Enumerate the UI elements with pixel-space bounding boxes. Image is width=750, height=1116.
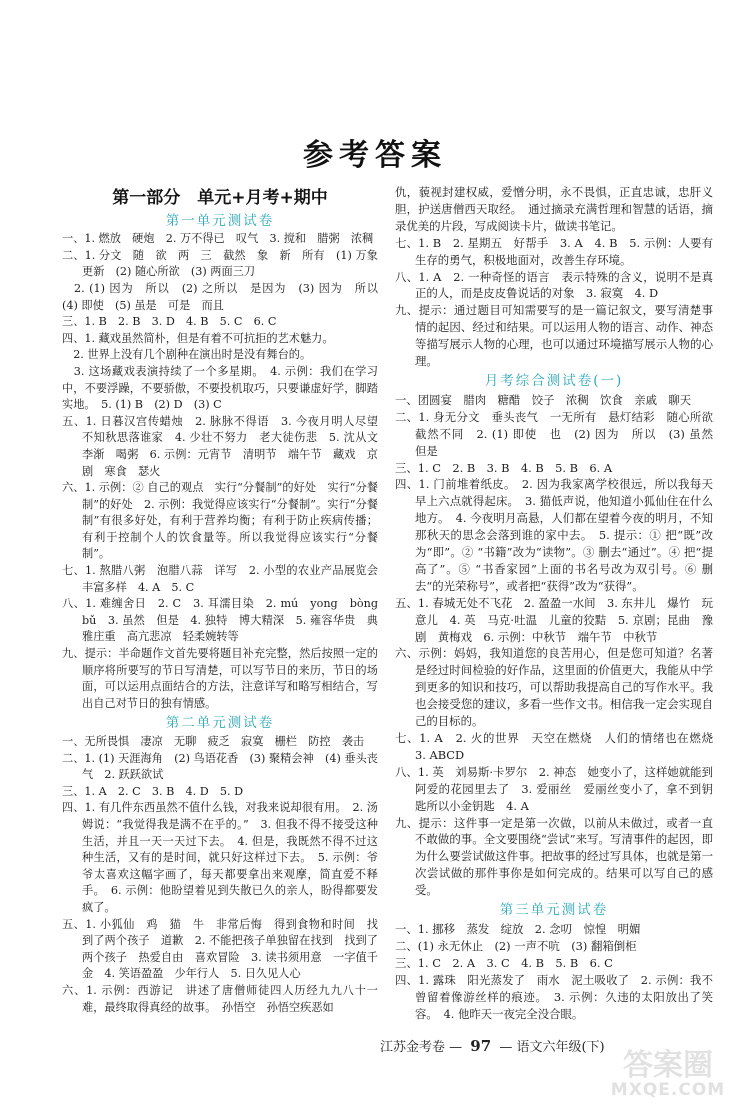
answer-item: 二、1. 身无分文 垂头丧气 一无所有 悬灯结彩 随心所欲 截然不同 2. (1) 即使 也 (2) 因为 所以 (3) 虽然 但是: [395, 409, 725, 458]
answer-item: 仇，藐视封建权威，爱憎分明，永不畏惧，正直忠诚，忠肝义胆，护送唐僧西天取经。 通过摘录充满哲理和智慧的话语，摘录优美的片段，写成阅读卡片，做读书笔记。: [395, 185, 713, 233]
answer-item: 2. 世界上没有几个剧种在演出时是没有舞台的。: [62, 348, 312, 362]
page-title: 参考答案: [303, 138, 447, 173]
answer-item: 五、1. 日暮汉宫传蜡烛 2. 脉脉不得语 3. 今夜月明人尽望 不知秋思落谁家 4. 少壮不努力 老大徒伤悲 5. 沈从文 李渐 喝粥 6. 示例：元宵节 清明节 端午节 藏戏 京剧 寒食 瑟火: [62, 414, 390, 478]
answer-item: 2. (1) 因为 所以 (2) 之所以 是因为 (3) 因为 所以 (4) 即使 (5) 虽是 可是 而且: [62, 281, 390, 312]
answer-item: 二、(1) 永无休止 (2) 一声不吭 (3) 翻箱倒柜: [395, 938, 637, 953]
answer-item: 四、1. 门前堆着纸皮。 2. 因为我家离学校很远，所以我每天早上六点就得起床。 3. 猫低声说，他知道小狐仙住在什么地方。 4. 今夜明月高悬，人们都在望着今夜的明月，不知那秋天的思念会落到谁的家中去。 5. 提示：① 把“既”改为“即”。② “书籍”改为“读物”。③ 删去“通过”。④ 把“提高了”。⑤ “书香家园”上面的书名号改为双引号。⑥ 删去“的光荣称号”，或者把“获得”改为“获得”。: [395, 477, 713, 593]
answer-item: 三、1. C 2. A 3. C 4. B 5. B 6. C: [395, 955, 613, 970]
watermark-main-text: 答案圈: [623, 1048, 713, 1083]
answer-item: 八、1. 英 刘易斯·卡罗尔 2. 神态 她变小了，这样她就能到阿爱的花园里去了 3. 爱丽丝 爱丽丝变小了，拿不到钥匙所以小金钥匙 4. A: [395, 764, 713, 813]
answer-item: 3. 这场藏戏表演持续了一个多星期。 4. 示例：我们在学习中，不要浮躁，不要骄傲，不要投机取巧，只要谦虚好学，脚踏实地。 5. (1) B (2) D (3) C: [62, 364, 378, 412]
section-heading: 第二单元测试卷: [165, 715, 275, 732]
answer-item: 九、提示：这件事一定是第一次做，以前从未做过，或者一直不敢做的事。全文要围绕“尝试”来写。写清事件的起因，即为什么要尝试做这件事。把故事的经过写具体，也就是第一次尝试做的那件事你是如何完成的。结果可以写自己的感受。: [395, 815, 713, 898]
answer-item: 九、提示：通过题目可知需要写的是一篇记叙文，要写清楚事情的起因、经过和结果。可以运用人物的语言、动作、神态等描写展示人物的心理，也可以通过环境描写展示人物的心理。: [395, 303, 713, 369]
answer-item: 六、1. 示例：西游记 讲述了唐僧师徒四人历经九九八十一难，最终取得真经的故事。 孙悟空 孙悟空疾恶如: [62, 983, 378, 1014]
left-answer-list: [62, 212, 390, 1017]
answer-item: 八、1. 难缠舍日 2. C 3. 耳濡目染 2. mú yong bòng bǔ 3. 虽然 但是 4. 独特 博大精深 5. 雍容华贵 典雅庄重 高亢悲凉 轻柔婉转等: [62, 597, 390, 644]
watermark-sub-text: MXQE.COM: [610, 1080, 726, 1100]
right-answer-list: [395, 184, 725, 1022]
answer-item: 四、1. 藏戏虽然简朴，但是有着不可抗拒的艺术魅力。: [62, 331, 334, 345]
watermark-logo: [608, 1040, 728, 1104]
answer-item: 四、1. 露珠 阳光蒸发了 雨水 泥土吸收了 2. 示例：我不曾留着像游丝样的痕迹。 3. 示例：久违的太阳放出了笑容。 4. 他昨天一夜完全没合眼。: [395, 972, 713, 1021]
answer-item: 九、提示：半命题作文首先要将题目补充完整，然后按照一定的顺序将所要写的节日写清楚，可以写节日的来历，节日的场面，可以运用点面结合的方法，注意详写和略写相结合，写出自己对节日的独有情感。: [62, 647, 378, 710]
right-column: [395, 184, 725, 1022]
answer-item: 三、1. B 2. B 3. D 4. B 5. C 6. C: [62, 315, 277, 329]
section-heading: 第三单元测试卷: [499, 902, 609, 919]
answer-item: 一、1. 挪移 蒸发 绽放 2. 念叨 惊惶 明媚: [395, 921, 641, 936]
answer-item: 四、1. 有几件东西虽然不值什么钱，对我来说却很有用。 2. 汤姆说：“我觉得我是满不在乎的。” 3. 但我不得不接受这种生活，并且一天一天过下去。 4. 但是，我既然不得不过这种生活，又有的是时间，就只好这样过下去。 5. 示例：爷爷太喜欢这幅字画了，每天都要拿出来观摩，简直爱不释手。 6. 示例：他盼望着见到失散已久的亲人，盼得都要发疯了。: [62, 801, 378, 914]
answer-item: 七、1. B 2. 星期五 好帮手 3. A 4. B 5. 示例：人要有生存的勇气，积极地面对，改善生存环境。: [395, 235, 713, 267]
answer-item: 七、1. A 2. 火的世界 天空在燃烧 人们的情绪也在燃烧 3. ABCD: [395, 731, 725, 762]
answer-item: 五、1. 小狐仙 鸡 猫 牛 非常后悔 得到食物和时间 找到了两个孩子 道歉 2. 不能把孩子单独留在找到 找到了两个孩子 热爱自由 喜欢冒险 3. 读书须用意 一字值千金 4. 笑语盈盈 少年行人 5. 日久见人心: [62, 917, 378, 981]
answer-item: 六、1. 示例：② 自己的观点 实行“分餐制”的好处 实行“分餐制”的好处 2. 示例：我觉得应该实行“分餐制”。实行“分餐制”有很多好处，有利于营养均衡；有利于防止疾病传播；有利于控制个人的饮食量等。所以我觉得应该实行“分餐制”。: [62, 481, 378, 561]
answer-item: 六、示例：妈妈，我知道您的良苦用心，但是您可知道？名著是经过时间检验的好作品，这里面的价值更大，我能从中学到更多的知识和技巧，可以帮助我提高自己的写作水平。我也会接受您的建议，多看一些作文书。相信我一定会实现自己的目标的。: [395, 646, 713, 729]
footer-book-name: 江苏金考卷: [380, 1040, 446, 1055]
answer-item: 一、1. 燃放 硬炮 2. 万不得已 叹气 3. 搅和 腊粥 浓稠: [62, 232, 374, 246]
answer-item: 二、1. 分文 随 欲 两 三 截然 象 新 所有 (1) 万象更新 (2) 随心所欲 (3) 两面三刀: [62, 248, 378, 279]
page-number: 97: [470, 1037, 492, 1055]
answer-item: 三、1. A 2. C 3. B 4. D 5. D: [62, 784, 244, 798]
answer-item: 二、1. (1) 天涯海角 (2) 鸟语花香 (3) 聚精会神 (4) 垂头丧气 2. 跃跃欲试: [62, 751, 378, 782]
section-heading: 第一单元测试卷: [165, 212, 275, 229]
answer-item: 八、1. A 2. 一种奇怪的语言 表示特殊的含义，说明不是真正的人，而是皮皮鲁说话的对象 3. 寂寞 4. D: [395, 269, 713, 301]
section-heading: 月考综合测试卷(一): [484, 372, 624, 389]
footer-subject: 语文六年级(下): [516, 1040, 605, 1055]
answer-item: 一、无所畏惧 凄凉 无聊 疲乏 寂寞 栅栏 防控 袭击: [62, 735, 365, 748]
answer-item: 五、1. 春城无处不飞花 2. 盈盈一水间 3. 东井儿 爆竹 玩意儿 4. 英 马克·吐温 儿童的狡黠 5. 京剧；昆曲 豫剧 黄梅戏 6. 示例：中秋节 端午节 中秋节: [395, 595, 713, 644]
left-column: [62, 188, 390, 1016]
answer-item: 七、1. 熬腊八粥 泡腊八蒜 详写 2. 小型的农业产品展览会 丰富多样 4. A 5. C: [62, 564, 390, 594]
answer-item: 三、1. C 2. B 3. B 4. B 5. B 6. A: [395, 460, 613, 475]
page-footer: 江苏金考卷 — 97 — 语文六年级(下): [380, 1037, 605, 1055]
answer-item: 一、团圆宴 腊肉 糖醋 饺子 浓稠 饮食 亲戚 聊天: [395, 392, 692, 407]
part-title: 第一部分 单元+月考+期中: [112, 188, 328, 208]
